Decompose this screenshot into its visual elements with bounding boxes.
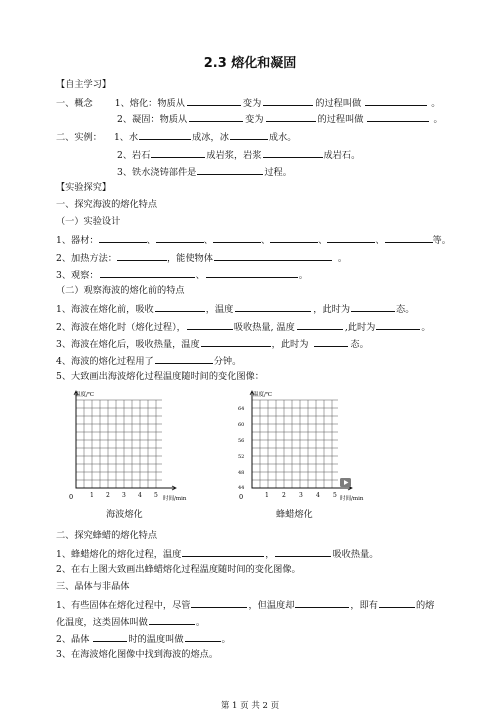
blank[interactable] xyxy=(117,251,167,261)
blank[interactable] xyxy=(275,547,331,557)
blank[interactable] xyxy=(314,337,348,347)
crystal-line-1b xyxy=(56,615,205,629)
blank[interactable] xyxy=(365,96,427,106)
concept-line-2 xyxy=(117,112,443,126)
origin-label: 0 xyxy=(239,493,244,501)
y-tick-label: 44 xyxy=(238,485,245,491)
origin-label: 0 xyxy=(69,493,74,501)
subsection-heading: （一）实验设计 xyxy=(56,216,121,227)
x-tick-label: 1 xyxy=(90,492,94,499)
observation-line-4 xyxy=(56,354,241,368)
sep: 、 xyxy=(260,235,271,246)
text: 。 xyxy=(433,114,443,125)
sep: 、 xyxy=(146,235,156,246)
blank[interactable] xyxy=(191,598,247,608)
label: 一、概念 xyxy=(56,98,93,109)
y-tick-label: 56 xyxy=(238,438,245,444)
text: 的熔 xyxy=(415,600,435,611)
subsection-heading: （二）观察海波的熔化前的特点 xyxy=(56,285,185,296)
blank[interactable] xyxy=(376,320,420,330)
text: 、 xyxy=(195,270,205,281)
text: 的过程叫做 xyxy=(317,114,364,125)
text: 。 xyxy=(431,98,441,109)
blank[interactable] xyxy=(99,233,147,243)
x-tick-label: 5 xyxy=(154,492,158,499)
text: 1、有些固体在熔化过程中，尽管 xyxy=(56,600,191,611)
blank[interactable] xyxy=(213,233,261,243)
x-axis-label: 时间/min xyxy=(163,496,187,502)
wax-empty-chart-1[interactable] xyxy=(66,388,200,505)
blank[interactable] xyxy=(266,112,316,122)
text: ，此时为 xyxy=(271,339,309,350)
play-icon[interactable] xyxy=(340,478,351,487)
text: 1、熔化：物质从 xyxy=(114,98,185,109)
wax-line-2: 2、在右上图大致画出蜂蜡熔化过程温度随时间的变化图像。 xyxy=(56,564,301,575)
subsection-heading: 二、探究蜂蜡的熔化特点 xyxy=(56,530,158,541)
blank[interactable] xyxy=(187,320,233,330)
blank[interactable] xyxy=(189,112,243,122)
text: 。 xyxy=(195,617,206,628)
text: 1、海波在熔化前，吸收 xyxy=(56,304,154,315)
blank[interactable] xyxy=(155,354,213,364)
subsection-heading: 一、探究海波的熔化特点 xyxy=(56,199,158,210)
observation-line-3 xyxy=(56,337,369,351)
blank[interactable] xyxy=(295,598,349,608)
section-heading: 【自主学习】 xyxy=(56,79,112,90)
blank[interactable] xyxy=(214,251,332,261)
blank[interactable] xyxy=(151,148,205,158)
text: ， xyxy=(265,549,275,560)
blank[interactable] xyxy=(263,148,323,158)
crystal-line-1 xyxy=(56,598,434,612)
text: ，温度 xyxy=(205,304,234,315)
y-tick-label: 64 xyxy=(238,406,245,412)
crystal-line-2 xyxy=(56,632,231,646)
text: 等。 xyxy=(432,235,451,246)
text: 2、岩石 xyxy=(117,150,151,161)
blank[interactable] xyxy=(100,268,195,278)
blank[interactable] xyxy=(156,233,204,243)
text: 2、海波在熔化时（熔化过程）， xyxy=(56,322,186,333)
x-tick-label: 3 xyxy=(299,492,303,499)
blank[interactable] xyxy=(327,233,375,243)
text: 1、水 xyxy=(113,132,139,143)
text: 吸收热量, 温度 xyxy=(233,322,295,333)
text: 的过程叫做 xyxy=(315,98,362,109)
text: 时的温度叫做 xyxy=(128,634,184,645)
text: ，但温度却 xyxy=(248,600,295,611)
y-axis-label: 温度/℃ xyxy=(253,392,273,398)
blank[interactable] xyxy=(149,615,195,625)
y-tick-label: 60 xyxy=(238,422,245,428)
x-tick-label: 4 xyxy=(316,492,320,499)
text: ，即有 xyxy=(350,600,378,611)
section-heading: 【实验探究】 xyxy=(56,182,112,193)
wax-line-1 xyxy=(56,547,378,561)
x-tick-labels xyxy=(265,492,337,499)
blank[interactable] xyxy=(139,130,191,140)
chart-caption: 海波熔化 xyxy=(106,509,143,520)
text: 化温度，这类固体叫做 xyxy=(56,617,148,628)
blank[interactable] xyxy=(235,302,311,312)
blank[interactable] xyxy=(187,96,241,106)
text: 1、蜂蜡熔化的熔化过程，温度 xyxy=(56,549,182,560)
sep: 、 xyxy=(318,235,328,246)
text: 2、加热方法： xyxy=(56,253,117,264)
sep: 、 xyxy=(375,235,385,246)
blank[interactable] xyxy=(93,632,127,642)
text: 态。 xyxy=(350,339,369,350)
x-axis-label: 时间/min xyxy=(340,496,364,502)
chart-caption: 蜂蜡熔化 xyxy=(276,509,313,520)
blank[interactable] xyxy=(297,320,343,330)
text: 。 xyxy=(337,253,348,264)
text: 吸收热量。 xyxy=(332,549,379,560)
subsection-heading: 三、晶体与非晶体 xyxy=(56,581,130,592)
example-line-1 xyxy=(56,130,296,144)
x-tick-label: 5 xyxy=(333,492,337,499)
x-tick-labels xyxy=(90,492,158,499)
observation-line-2 xyxy=(56,320,431,334)
text: 态。 xyxy=(396,304,415,315)
wax-melting-chart[interactable] xyxy=(236,388,376,505)
chart-grid xyxy=(74,391,176,490)
x-tick-label: 2 xyxy=(282,492,286,499)
text: 成岩浆，岩浆 xyxy=(206,150,262,161)
page-title: 2.3 熔化和凝固 xyxy=(203,56,297,71)
observe-line xyxy=(56,268,308,282)
blank[interactable] xyxy=(351,302,395,312)
text: 。 xyxy=(221,634,231,645)
observation-line-1 xyxy=(56,302,414,316)
x-tick-label: 1 xyxy=(265,492,269,499)
text: 变为 xyxy=(242,98,262,109)
text: ，此时为 xyxy=(313,304,351,315)
blank[interactable] xyxy=(201,337,271,347)
heating-method-line xyxy=(56,251,347,265)
y-tick-label: 52 xyxy=(238,454,245,460)
text: ，能使物体 xyxy=(166,253,213,264)
example-line-2 xyxy=(117,148,360,162)
x-tick-label: 4 xyxy=(138,492,142,499)
y-tick-label: 48 xyxy=(238,470,245,476)
sep: 、 xyxy=(203,235,213,246)
text: ,此时为 xyxy=(344,322,376,333)
text: 3、铁水浇铸部件是 xyxy=(117,167,197,178)
text: 。 xyxy=(298,270,308,281)
chart-grid xyxy=(250,391,352,490)
x-tick-label: 3 xyxy=(122,492,126,499)
text: 2、晶体 xyxy=(56,634,90,645)
blank[interactable] xyxy=(270,233,318,243)
blank[interactable] xyxy=(197,165,263,175)
equipment-line xyxy=(56,233,451,247)
blank[interactable] xyxy=(367,112,429,122)
text: 4、海波的熔化过程用了 xyxy=(56,356,154,367)
blank[interactable] xyxy=(230,130,268,140)
text: 过程。 xyxy=(264,167,292,178)
blank[interactable] xyxy=(185,632,221,642)
example-line-3 xyxy=(117,165,292,179)
text: 3、观察： xyxy=(56,270,99,281)
text: 。 xyxy=(421,322,431,333)
observation-line-5: 5、大致画出海波熔化过程温度随时间的变化图像： xyxy=(56,371,264,382)
y-axis-label: 温度/℃ xyxy=(75,392,95,398)
label: 二、实例： xyxy=(56,132,102,143)
blank[interactable] xyxy=(155,302,205,312)
concept-line-1 xyxy=(56,96,440,110)
text: 3、海波在熔化后，吸收热量，温度 xyxy=(56,339,200,350)
text: 变为 xyxy=(245,114,264,125)
y-tick-labels xyxy=(238,406,244,491)
text: 成水。 xyxy=(268,132,297,143)
text: 2、凝固：物质从 xyxy=(117,114,188,125)
text: 成冰，冰 xyxy=(192,132,229,143)
blank[interactable] xyxy=(182,547,264,557)
text: 成岩石。 xyxy=(323,150,361,161)
text: 分钟。 xyxy=(213,356,242,367)
blank[interactable] xyxy=(206,268,298,278)
page-footer: 第 1 页 共 2 页 xyxy=(220,701,280,711)
x-tick-label: 2 xyxy=(106,492,110,499)
blank[interactable] xyxy=(385,233,433,243)
text: 1、器材： xyxy=(56,235,99,246)
crystal-line-3: 3、在海波熔化图像中找到海波的熔点。 xyxy=(56,649,219,660)
blank[interactable] xyxy=(379,598,415,608)
blank[interactable] xyxy=(263,96,313,106)
